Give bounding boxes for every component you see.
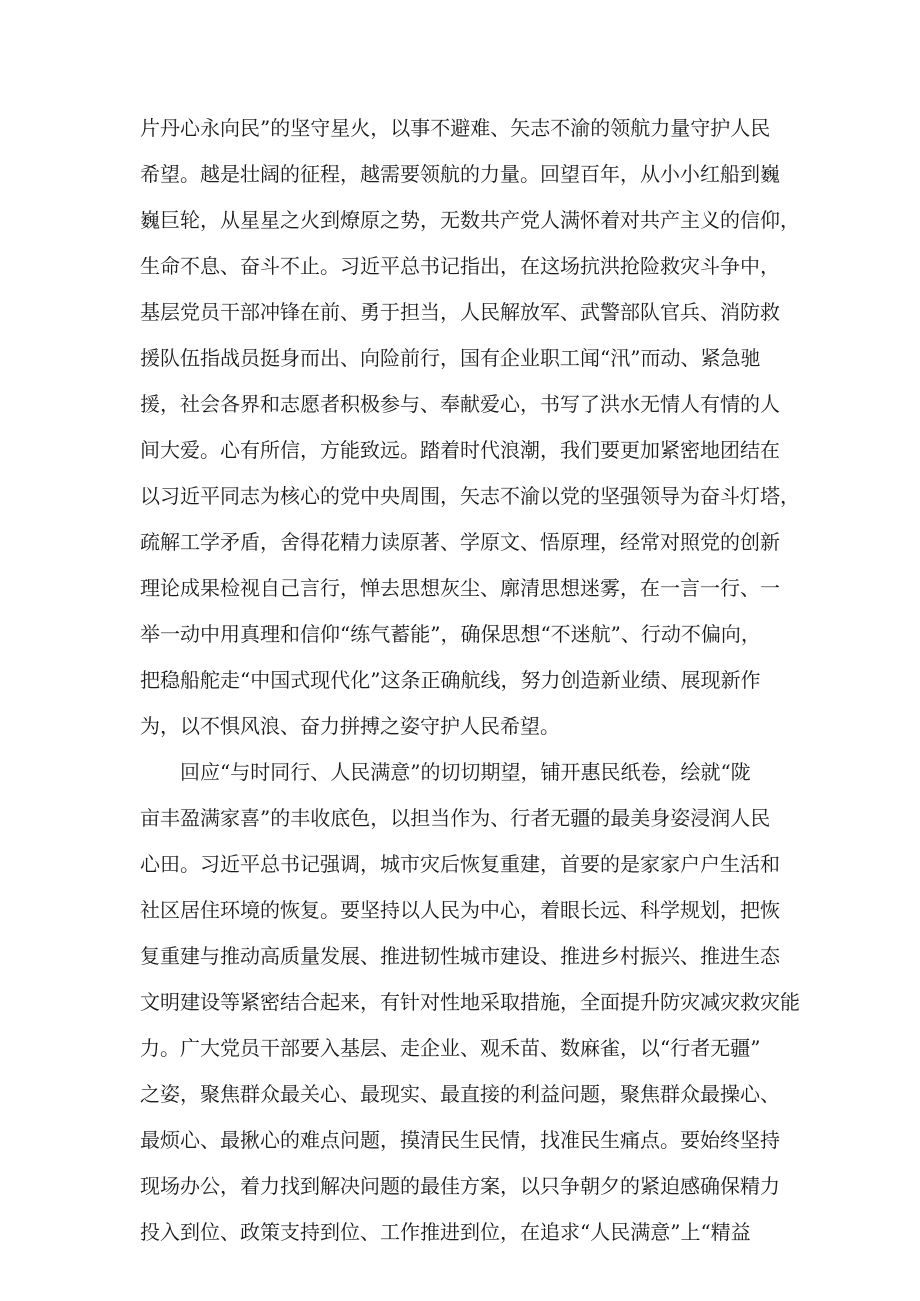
paragraph-line: 亩丰盈满家喜”的丰收底色，以担当作为、行者无疆的最美身姿浸润人民: [140, 806, 771, 830]
paragraph-line: 为，以不惧风浪、奋力拼搏之姿守护人民希望。: [140, 714, 560, 738]
paragraph-line: 举一动中用真理和信仰“练气蓄能”，确保思想“不迷航”、行动不偏向，: [140, 622, 761, 646]
paragraph-line: 投入到位、政策支持到位、工作推进到位，在追求“人民满意”上“精益: [140, 1220, 751, 1244]
paragraph-line: 之姿，聚焦群众最关心、最现实、最直接的利益问题，聚焦群众最操心、: [140, 1082, 780, 1106]
paragraph-line: 间大爱。心有所信，方能致远。踏着时代浪潮，我们要更加紧密地团结在: [140, 438, 780, 462]
paragraph-line: 生命不息、奋斗不止。习近平总书记指出，在这场抗洪抢险救灾斗争中，: [140, 254, 780, 278]
paragraph-line: 力。广大党员干部要入基层、走企业、观禾苗、数麻雀，以“行者无疆”: [140, 1036, 761, 1060]
paragraph-line: 援队伍指战员挺身而出、向险前行，国有企业职工闻“汛”而动、紧急驰: [140, 346, 761, 370]
paragraph-line: 复重建与推动高质量发展、推进韧性城市建设、推进乡村振兴、推进生态: [140, 944, 780, 968]
paragraph-line: 把稳船舵走“中国式现代化”这条正确航线，努力创造新业绩、展现新作: [140, 668, 761, 692]
paragraph-line: 文明建设等紧密结合起来，有针对性地采取措施，全面提升防灾减灾救灾能: [140, 990, 800, 1014]
paragraph-line: 最烦心、最揪心的难点问题，摸清民生民情，找准民生痛点。要始终坚持: [140, 1128, 780, 1152]
paragraph-line: 理论成果检视自己言行，惮去思想灰尘、廓清思想迷雾，在一言一行、一: [140, 576, 780, 600]
paragraph-line: 疏解工学矛盾，舍得花精力读原著、学原文、悟原理，经常对照党的创新: [140, 530, 780, 554]
paragraph-line: 回应“与时同行、人民满意”的切切期望，铺开惠民纸卷，绘就“陇: [180, 760, 751, 784]
paragraph-line: 以习近平同志为核心的党中央周围，矢志不渝以党的坚强领导为奋斗灯塔，: [140, 484, 800, 508]
paragraph-line: 希望。越是壮阔的征程，越需要领航的力量。回望百年，从小小红船到巍: [140, 162, 780, 186]
paragraph-line: 心田。习近平总书记强调，城市灾后恢复重建，首要的是家家户户生活和: [140, 852, 780, 876]
paragraph-line: 社区居住环境的恢复。要坚持以人民为中心，着眼长远、科学规划，把恢: [140, 898, 780, 922]
paragraph-line: 现场办公，着力找到解决问题的最佳方案，以只争朝夕的紧迫感确保精力: [140, 1174, 780, 1198]
paragraph-line: 援，社会各界和志愿者积极参与、奉献爱心，书写了洪水无情人有情的人: [140, 392, 780, 416]
paragraph-line: 巍巨轮，从星星之火到燎原之势，无数共产党人满怀着对共产主义的信仰，: [140, 208, 800, 232]
paragraph-line: 基层党员干部冲锋在前、勇于担当，人民解放军、武警部队官兵、消防救: [140, 300, 780, 324]
paragraph-line: 片丹心永向民”的坚守星火，以事不避难、矢志不渝的领航力量守护人民: [140, 116, 771, 140]
